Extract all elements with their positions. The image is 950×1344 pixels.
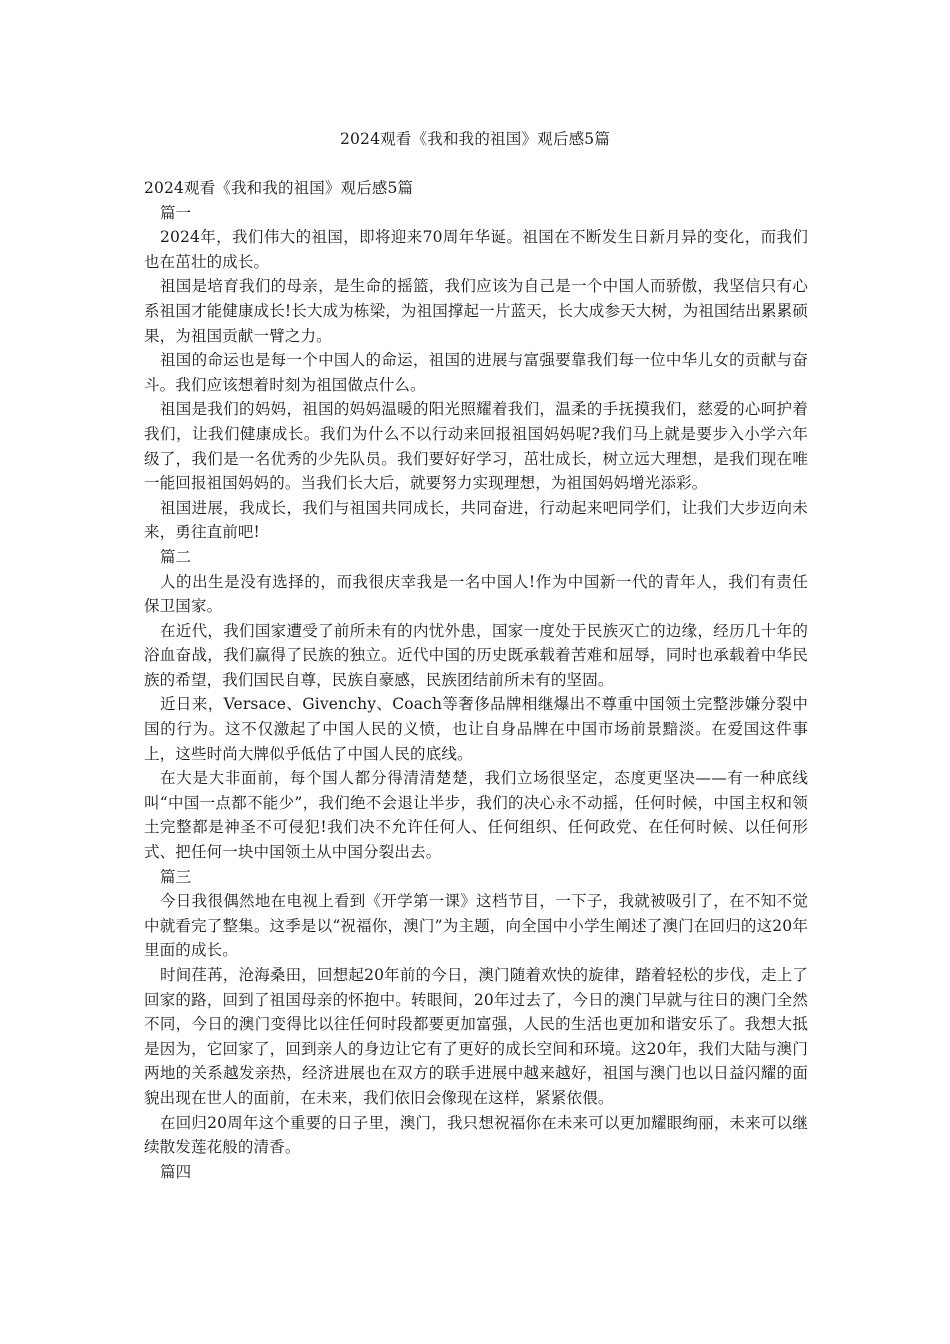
section-heading: 篇二	[160, 547, 192, 566]
paragraph: 祖国的命运也是每一个中国人的命运，祖国的进展与富强要靠我们每一位中华儿女的贡献与奋斗。我们应该想着时刻为祖国做点什么。	[144, 351, 808, 394]
paragraph: 时间荏苒，沧海桑田，回想起20年前的今日，澳门随着欢快的旋律，踏着轻松的步伐，走上了回家的路，回到了祖国母亲的怀抱中。转眼间，20年过去了，今日的澳门早就与往日的澳门全然不同，今日的澳门变得比以往任何时段都要更加富强，人民的生活也更加和谐安乐了。我想大抵是因为，它回家了，回到亲人的身边让它有了更好的成长空间和环境。这20年，我们大陆与澳门两地的关系越发亲热，经济进展也在双方的联手进展中越来越好，祖国与澳门也以日益闪耀的面貌出现在世人的面前，在未来，我们依旧会像现在这样，紧紧依偎。	[144, 966, 808, 1107]
paragraph: 在近代，我们国家遭受了前所未有的内忧外患，国家一度处于民族灭亡的边缘，经历几十年的浴血奋战，我们赢得了民族的独立。近代中国的历史既承载着苦难和屈辱，同时也承载着中华民族的希望，我们国民自尊，民族自豪感，民族团结前所未有的坚固。	[144, 621, 808, 689]
paragraph: 今日我很偶然地在电视上看到《开学第一课》这档节目，一下子，我就被吸引了，在不知不觉中就看完了整集。这季是以“祝福你，澳门”为主题，向全国中小学生阐述了澳门在回归的这20年里面的成长。	[144, 892, 808, 960]
paragraph: 2024年，我们伟大的祖国，即将迎来70周年华诞。祖国在不断发生日新月异的变化，而我们也在茁壮的成长。	[144, 228, 808, 271]
paragraph: 祖国进展，我成长，我们与祖国共同成长，共同奋进，行动起来吧同学们，让我们大步迈向未来，勇往直前吧!	[144, 498, 808, 542]
paragraph: 祖国是我们的妈妈，祖国的妈妈温暖的阳光照耀着我们，温柔的手抚摸我们，慈爱的心呵护着我们，让我们健康成长。我们为什么不以行动来回报祖国妈妈呢?我们马上就是要步入小学六年级了，我们是一名优秀的少先队员。我们要好好学习，茁壮成长，树立远大理想，是我们现在唯一能回报祖国妈妈的。当我们长大后，就要努力实现理想，为祖国妈妈增光添彩。	[144, 400, 808, 493]
paragraph: 近日来，Versace、Givenchy、Coach等奢侈品牌相继爆出不尊重中国领土完整涉嫌分裂中国的行为。这不仅激起了中国人民的义愤，也让自身品牌在中国市场前景黯淡。在爱国这件事上，这些时尚大牌似乎低估了中国人民的底线。	[144, 695, 808, 763]
document-body	[144, 176, 808, 1184]
section-heading: 篇三	[160, 867, 192, 886]
paragraph: 在回归20周年这个重要的日子里，澳门，我只想祝福你在未来可以更加耀眼绚丽，未来可以继续散发莲花般的清香。	[144, 1113, 808, 1157]
paragraph: 祖国是培育我们的母亲，是生命的摇篮，我们应该为自己是一个中国人而骄傲，我坚信只有心系祖国才能健康成长!长大成为栋梁，为祖国撑起一片蓝天，长大成参天大树，为祖国结出累累硕果，为祖国贡献一臂之力。	[144, 277, 808, 345]
section-heading: 篇四	[160, 1162, 192, 1181]
document-title: 2024观看《我和我的祖国》观后感5篇	[339, 130, 611, 148]
paragraph: 人的出生是没有选择的，而我很庆幸我是一名中国人!作为中国新一代的青年人，我们有责任保卫国家。	[144, 572, 808, 616]
paragraph: 在大是大非面前，每个国人都分得清清楚楚，我们立场很坚定，态度更坚决——有一种底线叫“中国一点都不能少”，我们绝不会退让半步，我们的决心永不动摇，任何时候，中国主权和领土完整都是神圣不可侵犯!我们决不允许任何人、任何组织、任何政党、在任何时候、以任何形式、把任何一块中国领土从中国分裂出去。	[144, 769, 808, 862]
section-heading: 篇一	[160, 203, 192, 222]
document-subtitle: 2024观看《我和我的祖国》观后感5篇	[144, 179, 414, 197]
